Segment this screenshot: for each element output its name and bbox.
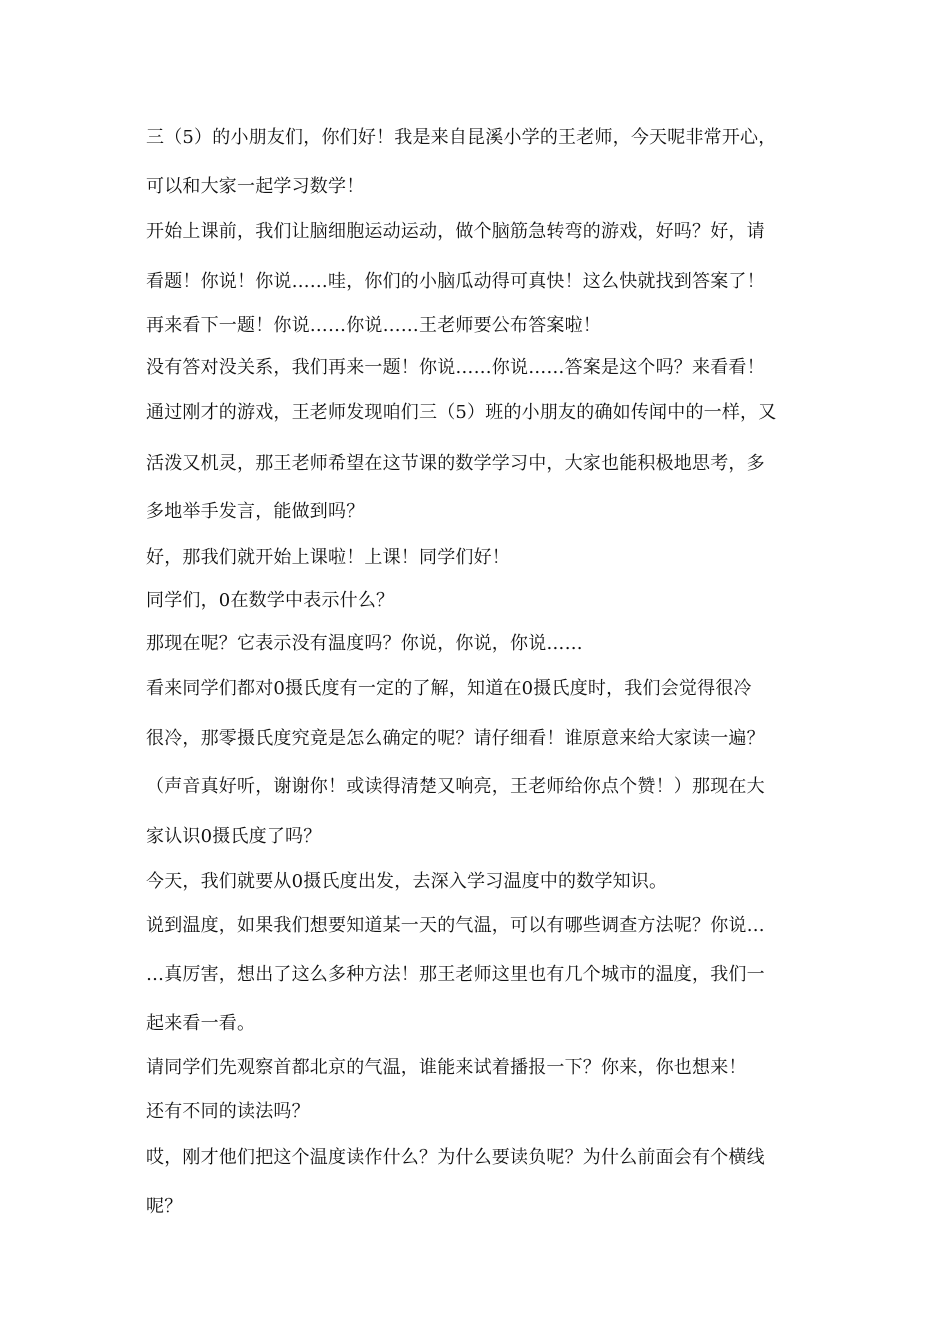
- text-line: 还有不同的读法吗？: [146, 1101, 310, 1122]
- text-line: 很冷，那零摄氏度究竟是怎么确定的呢？请仔细看！谁原意来给大家读一遍？: [146, 728, 765, 749]
- text-line: 通过刚才的游戏，王老师发现咱们三（5）班的小朋友的确如传闻中的一样，又: [146, 402, 777, 423]
- text-line: 同学们，0在数学中表示什么？: [146, 590, 395, 611]
- text-line: …真厉害，想出了这么多种方法！那王老师这里也有几个城市的温度，我们一: [146, 964, 765, 985]
- text-line: 好，那我们就开始上课啦！上课！同学们好！: [146, 547, 510, 568]
- text-line: 没有答对没关系，我们再来一题！你说……你说……答案是这个吗？来看看！: [146, 357, 765, 378]
- text-line: 看来同学们都对0摄氏度有一定的了解，知道在0摄氏度时，我们会觉得很冷: [146, 678, 752, 699]
- text-line: 哎，刚才他们把这个温度读作什么？为什么要读负呢？为什么前面会有个横线: [146, 1147, 765, 1168]
- text-line: 说到温度，如果我们想要知道某一天的气温，可以有哪些调查方法呢？你说…: [146, 915, 765, 936]
- text-line: 起来看一看。: [146, 1013, 256, 1034]
- text-line: 活泼又机灵，那王老师希望在这节课的数学学习中，大家也能积极地思考，多: [146, 453, 765, 474]
- text-line: 再来看下一题！你说……你说……王老师要公布答案啦！: [146, 315, 601, 336]
- text-line: 家认识0摄氏度了吗？: [146, 826, 322, 847]
- text-line: 开始上课前，我们让脑细胞运动运动，做个脑筋急转弯的游戏，好吗？好，请: [146, 221, 765, 242]
- text-line: 请同学们先观察首都北京的气温，谁能来试着播报一下？你来，你也想来！: [146, 1057, 747, 1078]
- text-line: 可以和大家一起学习数学！: [146, 176, 365, 197]
- text-line: 那现在呢？它表示没有温度吗？你说，你说，你说……: [146, 633, 583, 654]
- text-line: 多地举手发言，能做到吗？: [146, 501, 365, 522]
- text-line: 今天，我们就要从0摄氏度出发，去深入学习温度中的数学知识。: [146, 871, 668, 892]
- text-line: 呢？: [146, 1196, 183, 1217]
- text-line: 看题！你说！你说……哇，你们的小脑瓜动得可真快！这么快就找到答案了！: [146, 271, 765, 292]
- text-line: （声音真好听，谢谢你！或读得清楚又响亮，王老师给你点个赞！）那现在大: [146, 776, 765, 797]
- text-line: 三（5）的小朋友们，你们好！我是来自昆溪小学的王老师，今天呢非常开心，: [146, 127, 777, 148]
